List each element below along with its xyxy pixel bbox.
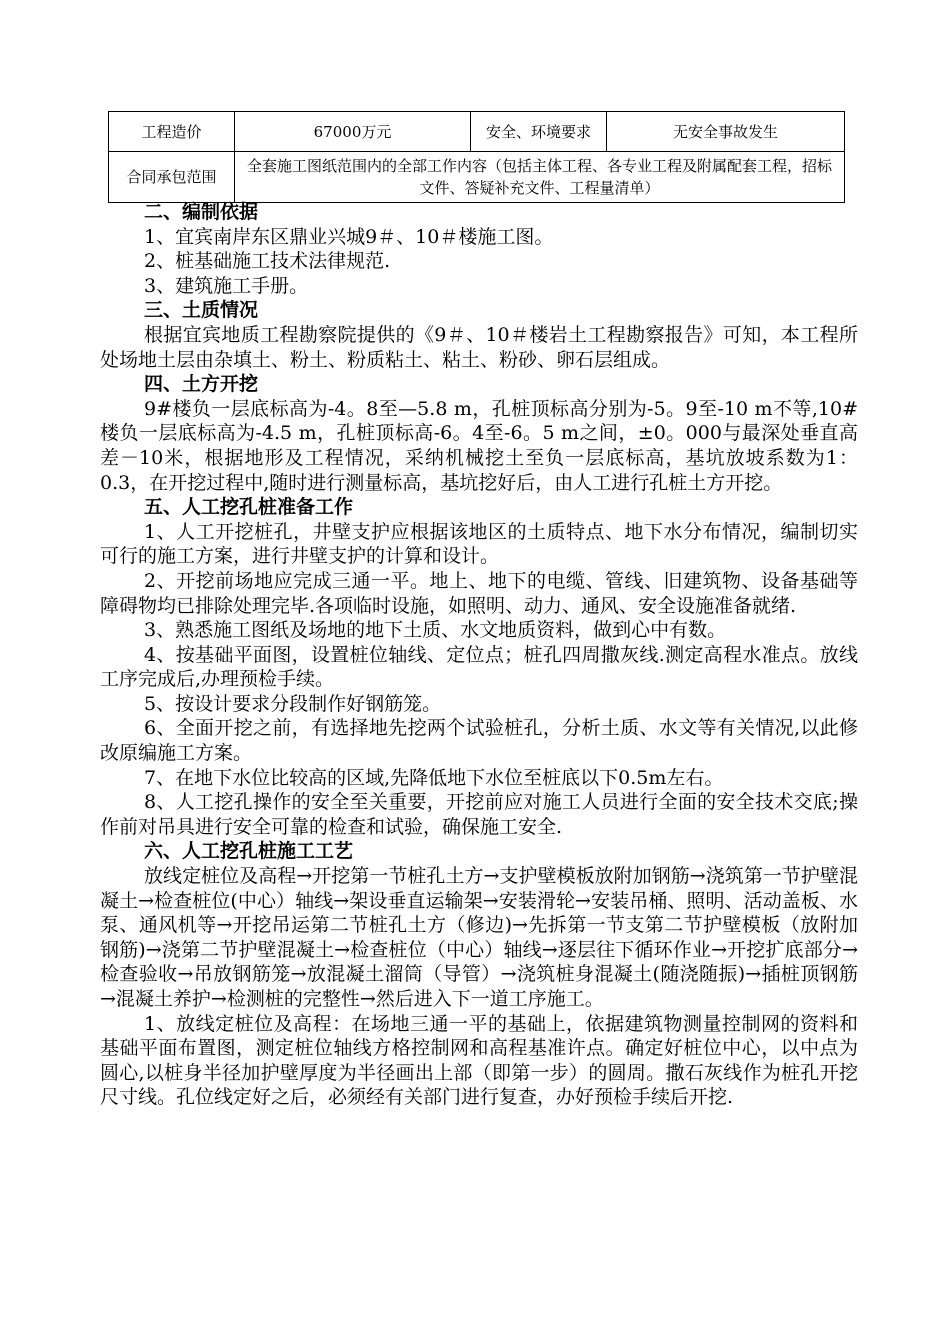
paragraph: 1、放线定桩位及高程：在场地三通一平的基础上，依据建筑物测量控制网的资料和基础平面布置图，测定桩位轴线方格控制网和高程基准许点。确定好桩位中心，以中点为圆心,以桩身半径加护壁厚度为半径画出上部（即第一步）的圆周。撒石灰线作为桩孔开挖尺寸线。孔位线定好之后，必须经有关部门进行复查，办好预检手续后开挖. — [100, 1012, 858, 1109]
scope-value: 全套施工图纸范围内的全部工作内容（包括主体工程、各专业工程及附属配套工程，招标文件、答疑补充文件、工程量清单） — [235, 152, 845, 203]
paragraph: 2、开挖前场地应完成三通一平。地上、地下的电缆、管线、旧建筑物、设备基础等障碍物均已排除处理完毕.各项临时设施，如照明、动力、通风、安全设施准备就绪. — [100, 569, 858, 617]
section-heading: 二、编制依据 — [144, 201, 259, 223]
safety-label: 安全、环境要求 — [471, 112, 607, 152]
section-heading: 六、人工挖孔桩施工工艺 — [144, 840, 354, 863]
safety-value: 无安全事故发生 — [607, 112, 845, 152]
paragraph: 9#楼负一层底标高为-4。8至—5.8 m，孔桩顶标高分别为-5。9至-10 m不等,10#楼负一层底标高为-4.5 m，孔桩顶标高-6。4至-6。5 m之间，±0。000与最深处垂直高差－10米，根据地形及工程情况，采纳机械挖土至负一层底标高，基坑放坡系数为1：0.3，在开挖过程中,随时进行测量标高，基坑挖好后，由人工进行孔桩土方开挖。 — [100, 397, 858, 494]
table-row — [109, 112, 845, 152]
paragraph: 5、按设计要求分段制作好钢筋笼。 — [144, 692, 442, 715]
section-heading: 五、人工挖孔桩准备工作 — [144, 496, 354, 519]
paragraph: 7、在地下水位比较高的区域,先降低地下水位至桩底以下0.5m左右。 — [144, 766, 724, 789]
cost-value: 67000万元 — [235, 112, 471, 152]
document-body — [100, 200, 858, 1110]
section-heading: 四、土方开挖 — [144, 373, 259, 396]
paragraph: 放线定桩位及高程→开挖第一节桩孔土方→支护壁模板放附加钢筋→浇筑第一节护壁混凝土→检查桩位(中心）轴线→架设垂直运输架→安装滑轮→安装吊桶、照明、活动盖板、水泵、通风机等→开挖吊运第二节桩孔土方（修边)→先拆第一节支第二节护壁模板（放附加钢筋)→浇第二节护壁混凝土→检查桩位（中心）轴线→逐层往下循环作业→开挖扩底部分→检查验收→吊放钢筋笼→放混凝土溜筒（导管）→浇筑桩身混凝土(随浇随振)→插桩顶钢筋→混凝土养护→检测桩的完整性→然后进入下一道工序施工。 — [100, 865, 858, 1010]
paragraph: 3、建筑施工手册。 — [144, 274, 309, 297]
table-row — [109, 152, 845, 203]
paragraph: 8、人工挖孔操作的安全至关重要，开挖前应对施工人员进行全面的安全技术交底;操作前对吊具进行安全可靠的检查和试验，确保施工安全. — [100, 791, 858, 838]
paragraph: 1、宜宾南岸东区鼎业兴城9＃、10＃楼施工图。 — [144, 225, 554, 248]
scope-label: 合同承包范围 — [109, 152, 235, 203]
cost-label: 工程造价 — [109, 112, 235, 152]
paragraph: 2、桩基础施工技术法律规范. — [144, 250, 391, 273]
paragraph: 4、按基础平面图，设置桩位轴线、定位点；桩孔四周撒灰线.测定高程水准点。放线工序完成后,办理预检手续。 — [100, 643, 858, 691]
paragraph: 3、熟悉施工图纸及场地的地下土质、水文地质资料，做到心中有数。 — [144, 619, 727, 642]
paragraph: 6、全面开挖之前，有选择地先挖两个试验桩孔，分析土质、水文等有关情况,以此修改原编施工方案。 — [100, 717, 858, 765]
paragraph: 1、人工开挖桩孔，井壁支护应根据该地区的土质特点、地下水分布情况，编制切实可行的施工方案，进行井壁支护的计算和设计。 — [100, 520, 858, 568]
section-heading: 三、土质情况 — [144, 299, 259, 322]
project-info-table — [108, 111, 845, 203]
paragraph: 根据宜宾地质工程勘察院提供的《9＃、10＃楼岩土工程勘察报告》可知，本工程所处场地土层由杂填土、粉土、粉质粘土、粘土、粉砂、卵石层组成。 — [100, 323, 858, 371]
